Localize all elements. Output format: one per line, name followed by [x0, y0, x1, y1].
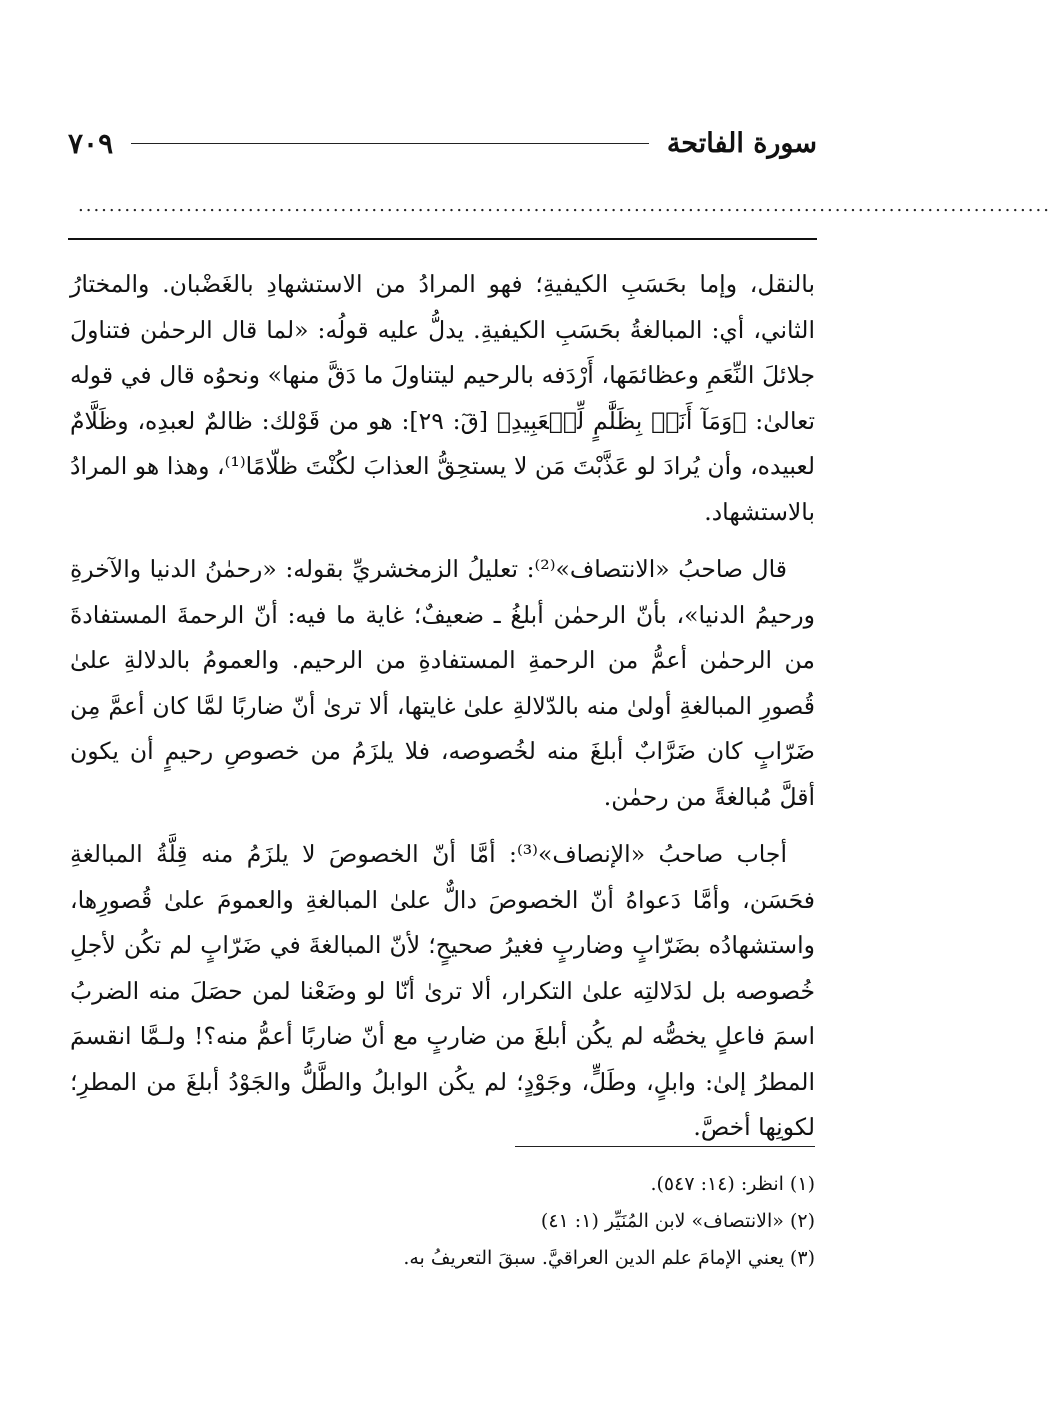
footnote-2: (٢) «الانتصاف» لابن المُنَيِّر (١: ٤١)	[540, 1210, 815, 1232]
paragraph: قال صاحبُ «الانتصاف»⁽²⁾: تعليلُ الزمخشريِّ بقوله: «رحمٰنُ الدنيا والآخرةِ ورحيمُ الدنيا»، بأنّ الرحمٰن أبلغُ ـ ضعيفٌ؛ غاية ما فيه: أنّ الرحمةَ المستفادةَ من الرحمٰن أعمُّ من الرحمةِ المستفادةِ من الرحيم. والعمومُ بالدلالةِ علىٰ قُصورِ المبالغةِ أولىٰ منه بالدّلالةِ علىٰ غايتها، ألا ترىٰ أنّ ضاربًا لمَّا كان أعمَّ مِن ضَرّابٍ كان ضَرَّابٌ أبلغَ منه لخُصوصه، فلا يلزَمُ من خصوصِ رحيمٍ أن يكون أقلَّ مُبالغةً من رحمٰن.	[70, 555, 815, 811]
header-rule	[131, 143, 649, 144]
page-number: ٧٠٩	[68, 126, 114, 160]
footnote-3: (٣) يعني الإمامَ علم الدين العراقيَّ. سبقَ التعريفُ به.	[403, 1247, 815, 1269]
footnote-1: (١) انظر: (١٤: ٥٤٧).	[650, 1173, 815, 1195]
paragraph: أجاب صاحبُ «الإنصاف»⁽³⁾: أمَّا أنّ الخصوصَ لا يلزَمُ منه قِلَّةُ المبالغةِ فحَسَن، وأمَّا دَعواهُ أنّ الخصوصَ دالٌّ علىٰ المبالغةِ والعمومَ علىٰ قُصورِها، واستشهادُه بضَرّابٍ وضاربٍ فغيرُ صحيحٍ؛ لأنّ المبالغةَ في ضَرّابٍ لم تكُن لأجلِ خُصوصه بل لدَلالتِه علىٰ التكرار، ألا ترىٰ أنّا لو وضَعْنا لمن حصَلَ منه الضربُ اسمَ فاعلٍ يخصُّه لم يكُن أبلغَ من ضاربٍ مع أنّ ضاربًا أعمُّ منه؟! ولـمَّا انقسمَ المطرُ إلىٰ: وابلٍ، وطَلٍّ، وجَوْدٍ؛ لم يكُن الوابلُ والطَّلُّ والجَوْدُ أبلغَ من المطرِ؛ لكونِها أخصَّ.	[70, 840, 815, 1141]
main-text	[70, 262, 815, 1163]
surah-title: سورة الفاتحة	[666, 127, 817, 159]
running-header	[68, 118, 817, 168]
dotted-separator: ..............................................................................................................................	[78, 195, 1051, 216]
paragraph: بالنقل، وإما بحَسَبِ الكيفيةِ؛ فهو المرادُ من الاستشهادِ بالغَضْبان. والمختارُ الثاني، أي: المبالغةُ بحَسَبِ الكيفيةِ. يدلُّ عليه قولُه: «لما قال الرحمٰن فتناولَ جلائلَ النِّعَمِ وعظائمَها، أَرْدَفه بالرحيم ليتناولَ ما دَقَّ منها» ونحوُه قال في قوله تعالىٰ: ﴿وَمَآ أَنَا۠ بِظَلَّٰمٍ لِّلۡعَبِيدِ﴾ [قٓ: ٢٩]: هو من قَوْلك: ظالمٌ لعبدِه، وظَلَّامٌ لعبيده، وأن يُرادَ لو عَذَّبْتَ مَن لا يستحِقُّ العذابَ لكُنْتَ ظلّامًا⁽¹⁾، وهذا هو المرادُ بالاستشهاد.	[70, 270, 816, 526]
footnotes	[70, 1166, 815, 1277]
section-rule	[68, 238, 817, 240]
footnote-rule	[515, 1146, 815, 1147]
